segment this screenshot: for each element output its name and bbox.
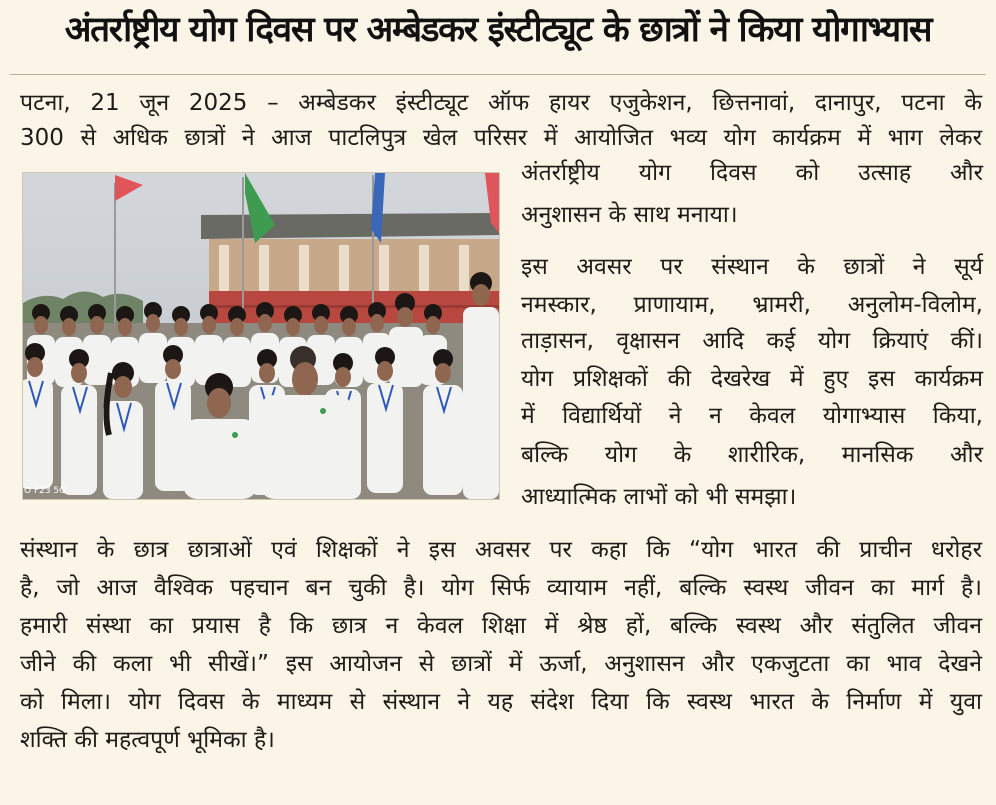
news-photo bbox=[22, 172, 500, 500]
article-line-2: 300 से अधिक छात्रों ने आज पाटलिपुत्र खेल परिसर में आयोजित भव्य योग कार्यक्रम में भाग लेकर bbox=[20, 125, 982, 151]
article-line-13: है, जो आज वैश्विक पहचान बन चुकी है। योग सिर्फ व्यायाम नहीं, बल्कि स्वस्थ जीवन का मार्ग है। bbox=[20, 575, 982, 601]
article-line-6: नमस्कार, प्राणायाम, भ्रामरी, अनुलोम-विलोम, bbox=[521, 292, 983, 318]
article-line-4: अनुशासन के साथ मनाया। bbox=[521, 202, 738, 228]
article-line-5: इस अवसर पर संस्थान के छात्रों ने सूर्य bbox=[521, 254, 983, 280]
photo-illustration bbox=[23, 173, 499, 499]
article-line-3: अंतर्राष्ट्रीय योग दिवस को उत्साह और bbox=[521, 160, 983, 186]
article-line-8: योग प्रशिक्षकों की देखरेख में हुए इस कार्यक्रम bbox=[521, 366, 983, 392]
article-line-12: संस्थान के छात्र छात्राओं एवं शिक्षकों ने इस अवसर पर कहा कि “योग भारत की प्राचीन धरोहर bbox=[20, 537, 982, 563]
article-line-10: बल्कि योग के शारीरिक, मानसिक और bbox=[521, 442, 983, 468]
article-line-14: हमारी संस्था का प्रयास है कि छात्र न केवल शिक्षा में श्रेष्ठ हों, बल्कि स्वस्थ और संतुलित जीवन bbox=[20, 613, 982, 639]
headline-rule bbox=[10, 74, 986, 75]
article-line-9: में विद्यार्थियों ने न केवल योगाभ्यास किया, bbox=[521, 403, 983, 429]
headline: अंतर्राष्ट्रीय योग दिवस पर अम्बेडकर इंस्टीट्यूट के छात्रों ने किया योगाभ्यास bbox=[64, 10, 932, 50]
camera-watermark: O F23 5G bbox=[24, 486, 67, 496]
article-line-1: पटना, 21 जून 2025 – अम्बेडकर इंस्टीट्यूट ऑफ हायर एजुकेशन, छित्तनावां, दानापुर, पटना के bbox=[20, 90, 982, 116]
article-line-16: को मिला। योग दिवस के माध्यम से संस्थान ने यह संदेश दिया कि स्वस्थ भारत के निर्माण में युवा bbox=[20, 689, 982, 715]
article-line-17: शक्ति की महत्वपूर्ण भूमिका है। bbox=[20, 727, 275, 753]
article-line-7: ताड़ासन, वृक्षासन आदि कई योग क्रियाएं कीं। bbox=[521, 328, 983, 354]
article-line-11: आध्यात्मिक लाभों को भी समझा। bbox=[521, 484, 797, 510]
article-line-15: जीने की कला भी सीखें।” इस आयोजन से छात्रों में ऊर्जा, अनुशासन और एकजुटता का भाव देखने bbox=[20, 651, 982, 677]
